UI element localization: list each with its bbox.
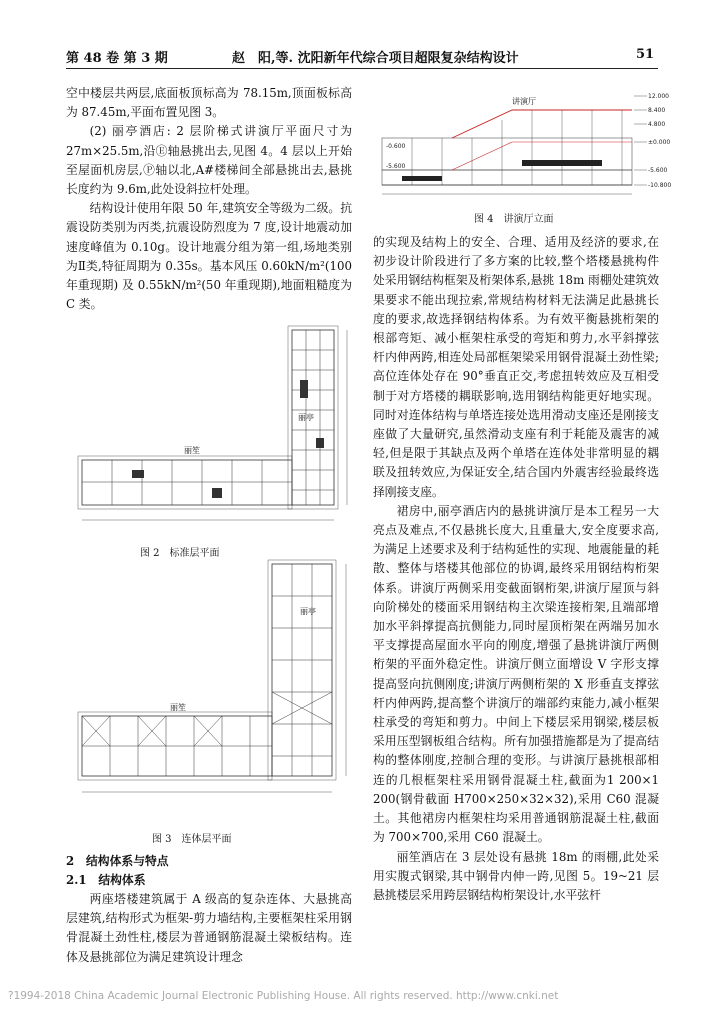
- paragraph-design-parameters: 结构设计使用年限 50 年,建筑安全等级为二级。抗震设防类别为丙类,抗震设防烈度为 7 度,设计地震动加速度峰值为 0.10g。设计地震分组为第一组,场地类别为Ⅱ类,特征周期为 0.35s。基本风压 0.60kN/m²(100 年重现期) 及 0.55kN/m²(50 年重现期),地面粗糙度为 C 类。: [66, 201, 352, 312]
- paragraph-structure-form: 两座塔楼建筑属于 A 级高的复杂连体、大悬挑高层建筑,结构形式为框架-剪力墙结构,主要框架柱采用钢骨混凝土劲性柱,楼层为普通钢筋混凝土梁板结构。连体及悬挑部位为满足建筑设计理念: [66, 892, 352, 964]
- fig4-elev-left-1: -0.600: [386, 143, 406, 150]
- paragraph-canopy: 丽笙酒店在 3 层处设有悬挑 18m 的雨棚,此处采用实腹式钢梁,其中钢骨内伸一跨,见图 5。19~21 层悬挑楼层采用跨层钢结构桁架设计,水平弦杆: [373, 849, 659, 902]
- fig2-label-tower-b: 丽笙: [184, 446, 200, 455]
- fig2-label-tower-a: 丽亭: [298, 413, 314, 422]
- figure-3-connection-floor-plan: [72, 556, 352, 812]
- journal-volume: 第 48 卷 第 3 期: [66, 51, 168, 66]
- paragraph-liting-hotel: (2) 丽亭酒店: 2 层阶梯式讲演厅平面尺寸为 27m×25.5m,沿Ⓔ轴悬挑出去,见图 4。4 层以上开始至屋面机房层,Ⓟ轴以北,A#楼梯间全部悬挑出去,悬挑长度约为 9.6m,此处设斜拉杆处理。: [66, 124, 352, 197]
- figure-4-caption: 图 4 讲演厅立面: [474, 214, 554, 225]
- figure-4-lecture-hall-elevation: [372, 90, 672, 202]
- fig4-elev-3: 4.800: [648, 121, 666, 128]
- copyright-footer: ?1994-2018 China Academic Journal Electronic Publishing House. All rights reserved. http://www.cnki.net: [8, 990, 559, 1002]
- left-column-top: [66, 84, 352, 314]
- paragraph-lecture-hall: 裙房中,丽亭酒店内的悬挑讲演厅是本工程另一大亮点及难点,不仅悬挑长度大,且重量大,安全度要求高,为满足上述要求及利于结构延性的实现、地震能量的耗散、整体与塔楼其他部位的协调,最终采用钢结构桁架体系。讲演厅两侧采用变截面钢桁架,讲演厅屋顶与斜向阶梯处的楼面采用钢结构主次梁连接桁架,且端部增加水平斜撑提高抗侧能力,同时屋顶桁架在两端另加水平支撑提高屋面水平向的刚度,增强了悬挑讲演厅两侧桁架的平面外稳定性。讲演厅侧立面增设 V 字形支撑提高竖向抗侧刚度;讲演厅两侧桁架的 X 形垂直支撑弦杆内伸两跨,提高整个讲演厅的端部约束能力,减小框架柱承受的弯矩和剪力。中间上下楼层采用钢梁,楼层板采用压型钢板组合结构。所有加强措施都是为了提高结构的整体刚度,控制合理的变形。与讲演厅悬挑根部相连的几根框架柱采用钢骨混凝土柱,截面为1 200×1 200(钢骨截面 H700×250×32×32),采用 C60 混凝土。其他裙房内框架柱均采用普通钢筋混凝土柱,截面为 700×700,采用 C60 混凝土。: [373, 503, 659, 845]
- fig4-elev-left-2: -5.600: [386, 163, 406, 170]
- figure-2-standard-floor-plan: [72, 320, 352, 540]
- page-number: 51: [636, 47, 655, 62]
- figure-3-caption: 图 3 连体层平面: [152, 834, 232, 845]
- right-column: [373, 233, 659, 905]
- left-column-bottom: [66, 890, 352, 967]
- paragraph-cantilever-truss: 的实现及结构上的安全、合理、适用及经济的要求,在初步设计阶段进行了多方案的比较,整个塔楼悬挑构件处采用钢结构框架及桁架体系,悬挑 18m 雨棚处建筑效果要求不能出现拉索,常规结构材料无法满足此悬挑长度的要求,故选择钢结构体系。为有效平衡悬挑桁架的根部弯矩、减小框架柱承受的弯矩和剪力,水平斜撑弦杆内伸两跨,相连处局部框架梁采用钢骨混凝土劲性梁;高位连体处存在 90°垂直正交,考虑扭转效应及互相受制于对方塔楼的耦联影响,选用钢结构能更好地实现。同时对连体结构与单塔连接处选用滑动支座还是刚接支座做了大量研究,虽然滑动支座有利于耗能及震害的减轻,但是限于其缺点及两个单塔在连体处非常明显的耦联及扭转效应,为保证安全,结合国内外震害经验最终选择刚接支座。: [373, 235, 659, 499]
- section-heading-2-1: 2.1 结构体系: [66, 873, 146, 887]
- fig4-elev-4: ±0.000: [648, 139, 671, 146]
- running-title: 赵 阳,等. 沈阳新年代综合项目超限复杂结构设计: [232, 51, 519, 66]
- header-rule: [66, 68, 658, 69]
- fig4-elev-top: 12.000: [648, 93, 669, 100]
- fig4-elev-5: -5.600: [648, 167, 668, 174]
- paragraph-floor-elevation: 空中楼层共两层,底面板顶标高为 78.15m,顶面板标高为 87.45m,平面布置见图 3。: [66, 86, 352, 120]
- section-heading-2: 2 结构体系与特点: [66, 854, 169, 868]
- fig4-elev-6: -10.800: [648, 182, 672, 189]
- fig4-label-hall: 讲演厅: [512, 97, 536, 106]
- fig3-label-tower-b: 丽笙: [170, 703, 186, 712]
- fig3-label-tower-a: 丽亭: [300, 607, 316, 616]
- figure-2-caption: 图 2 标准层平面: [140, 548, 220, 559]
- fig4-elev-2: 8.400: [648, 107, 666, 114]
